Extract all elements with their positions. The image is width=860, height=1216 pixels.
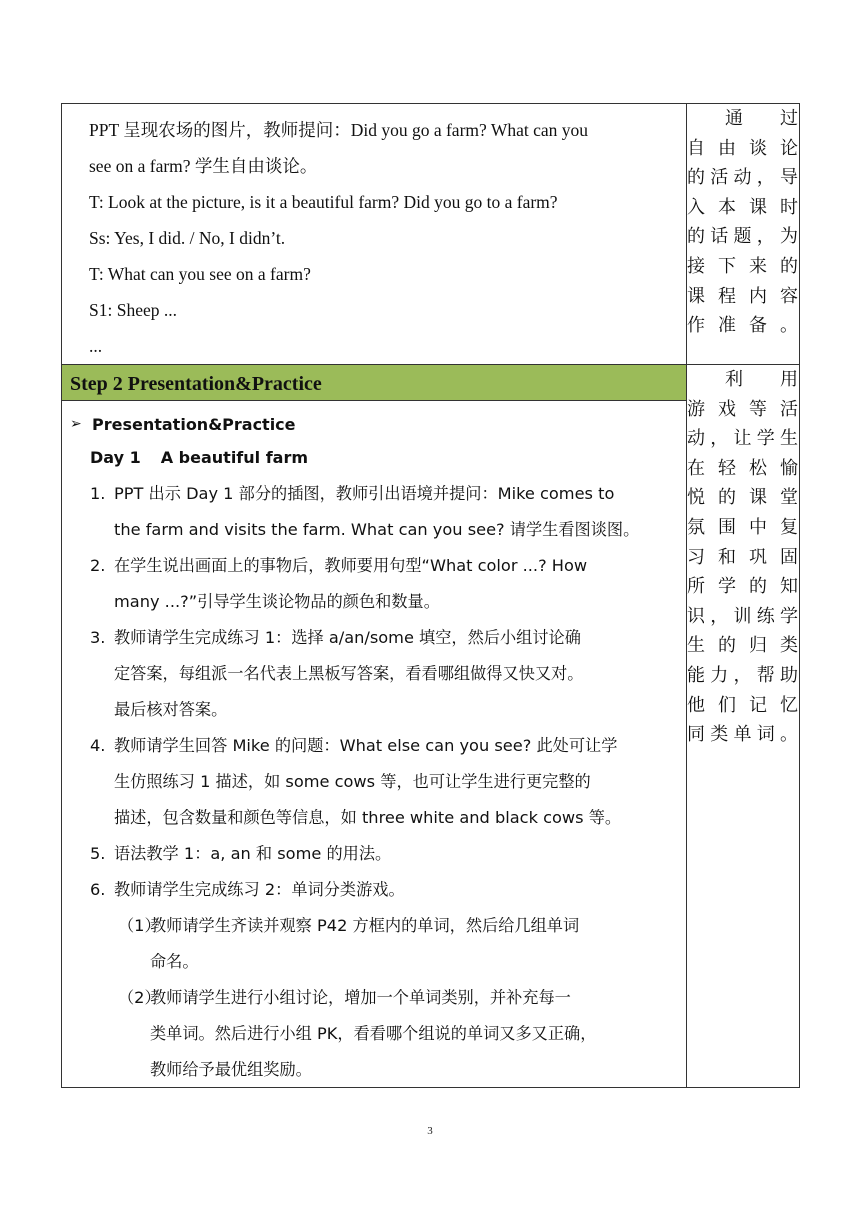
day-label: Day 1 bbox=[90, 448, 141, 467]
sub-list-item: （2） 教师请学生进行小组讨论，增加一个单词类别，并补充每一 类单词。然后进行小组 PK，看看哪个组说的单词又多又正确， 教师给予最优组奖励。 bbox=[118, 988, 597, 1079]
purpose-line: 所学的知 bbox=[687, 576, 799, 598]
sub-heading-text: Presentation&Practice bbox=[92, 414, 296, 434]
purpose-line: 悦的课堂 bbox=[687, 487, 799, 509]
warmup-line: ... bbox=[89, 336, 103, 356]
list-item: 6. 教师请学生完成练习 2：单词分类游戏。 bbox=[90, 880, 405, 899]
purpose-line: 通 过 bbox=[725, 108, 799, 129]
warmup-line: see on a farm? 学生自由谈论。 bbox=[89, 156, 318, 176]
presentation-content bbox=[62, 365, 687, 1088]
arrow-bullet-icon: ➢ bbox=[70, 416, 82, 432]
purpose-line: 同类单词。 bbox=[687, 724, 799, 746]
purpose-line: 课程内容 bbox=[687, 285, 799, 307]
purpose-line: 入本课时 bbox=[687, 196, 799, 218]
page-number: 3 bbox=[427, 1125, 433, 1137]
warmup-line: T: Look at the picture, is it a beautiful farm? Did you go to a farm? bbox=[89, 192, 558, 212]
purpose-line: 作准备。 bbox=[687, 315, 799, 337]
day-title: A beautiful farm bbox=[160, 448, 309, 467]
day-heading bbox=[70, 439, 680, 476]
warmup-row bbox=[62, 104, 800, 365]
purpose-line: 接下来的 bbox=[687, 255, 799, 277]
sub-heading bbox=[70, 409, 680, 439]
list-item: 5. 语法教学 1：a, an 和 some 的用法。 bbox=[90, 844, 392, 863]
purpose-line: 他们记忆 bbox=[687, 694, 799, 716]
purpose-line: 习和巩固 bbox=[687, 546, 799, 568]
list-item: 4. 教师请学生回答 Mike 的问题：What else can you see? 此处可让学 生仿照练习 1 描述，如 some cows 等，也可让学生进行更完整的 描述，包含数量和颜色等信息，如 three white and black cows 等。 bbox=[90, 736, 622, 827]
purpose-line: 识，训练学 bbox=[687, 605, 799, 627]
warmup-line: T: What can you see on a farm? bbox=[89, 264, 311, 284]
warmup-line: PPT 呈现农场的图片，教师提问：Did you go a farm? What can you bbox=[89, 120, 589, 140]
list-item: 3. 教师请学生完成练习 1：选择 a/an/some 填空，然后小组讨论确 定答案，每组派一名代表上黑板写答案，看看哪组做得又快又对。 最后核对答案。 bbox=[90, 628, 584, 719]
warmup-purpose bbox=[687, 104, 800, 365]
warmup-line: S1: Sheep ... bbox=[89, 300, 177, 320]
purpose-line: 利 用 bbox=[725, 369, 799, 390]
purpose-line: 生的归类 bbox=[687, 635, 799, 657]
list-item: 1. PPT 出示 Day 1 部分的插图，教师引出语境并提问：Mike comes to the farm and visits the farm. What can you see? 请学生看图谈图。 bbox=[90, 484, 640, 539]
purpose-line: 的话题，为 bbox=[687, 226, 799, 248]
purpose-line: 的活动，导 bbox=[687, 167, 799, 189]
steps-list bbox=[70, 476, 680, 908]
list-item: 2. 在学生说出画面上的事物后，教师要用句型“What color ...? How many ...?”引导学生谈论物品的颜色和数量。 bbox=[90, 556, 588, 611]
presentation-row bbox=[62, 365, 800, 1088]
purpose-line: 能力，帮助 bbox=[687, 664, 799, 686]
presentation-purpose bbox=[687, 365, 800, 1088]
purpose-line: 游戏等活 bbox=[687, 398, 799, 420]
purpose-line: 动，让学生 bbox=[687, 428, 799, 450]
sub-list-item: （1） 教师请学生齐读并观察 P42 方框内的单词，然后给几组单词 命名。 bbox=[118, 916, 580, 971]
purpose-line: 在轻松愉 bbox=[687, 457, 799, 479]
lesson-plan-table bbox=[61, 103, 800, 1088]
step-title: Step 2 Presentation&Practice bbox=[62, 365, 686, 401]
warmup-content bbox=[62, 104, 687, 365]
warmup-line: Ss: Yes, I did. / No, I didn’t. bbox=[89, 228, 286, 248]
purpose-line: 自由谈论 bbox=[687, 137, 799, 159]
purpose-line: 氛围中复 bbox=[687, 516, 799, 538]
